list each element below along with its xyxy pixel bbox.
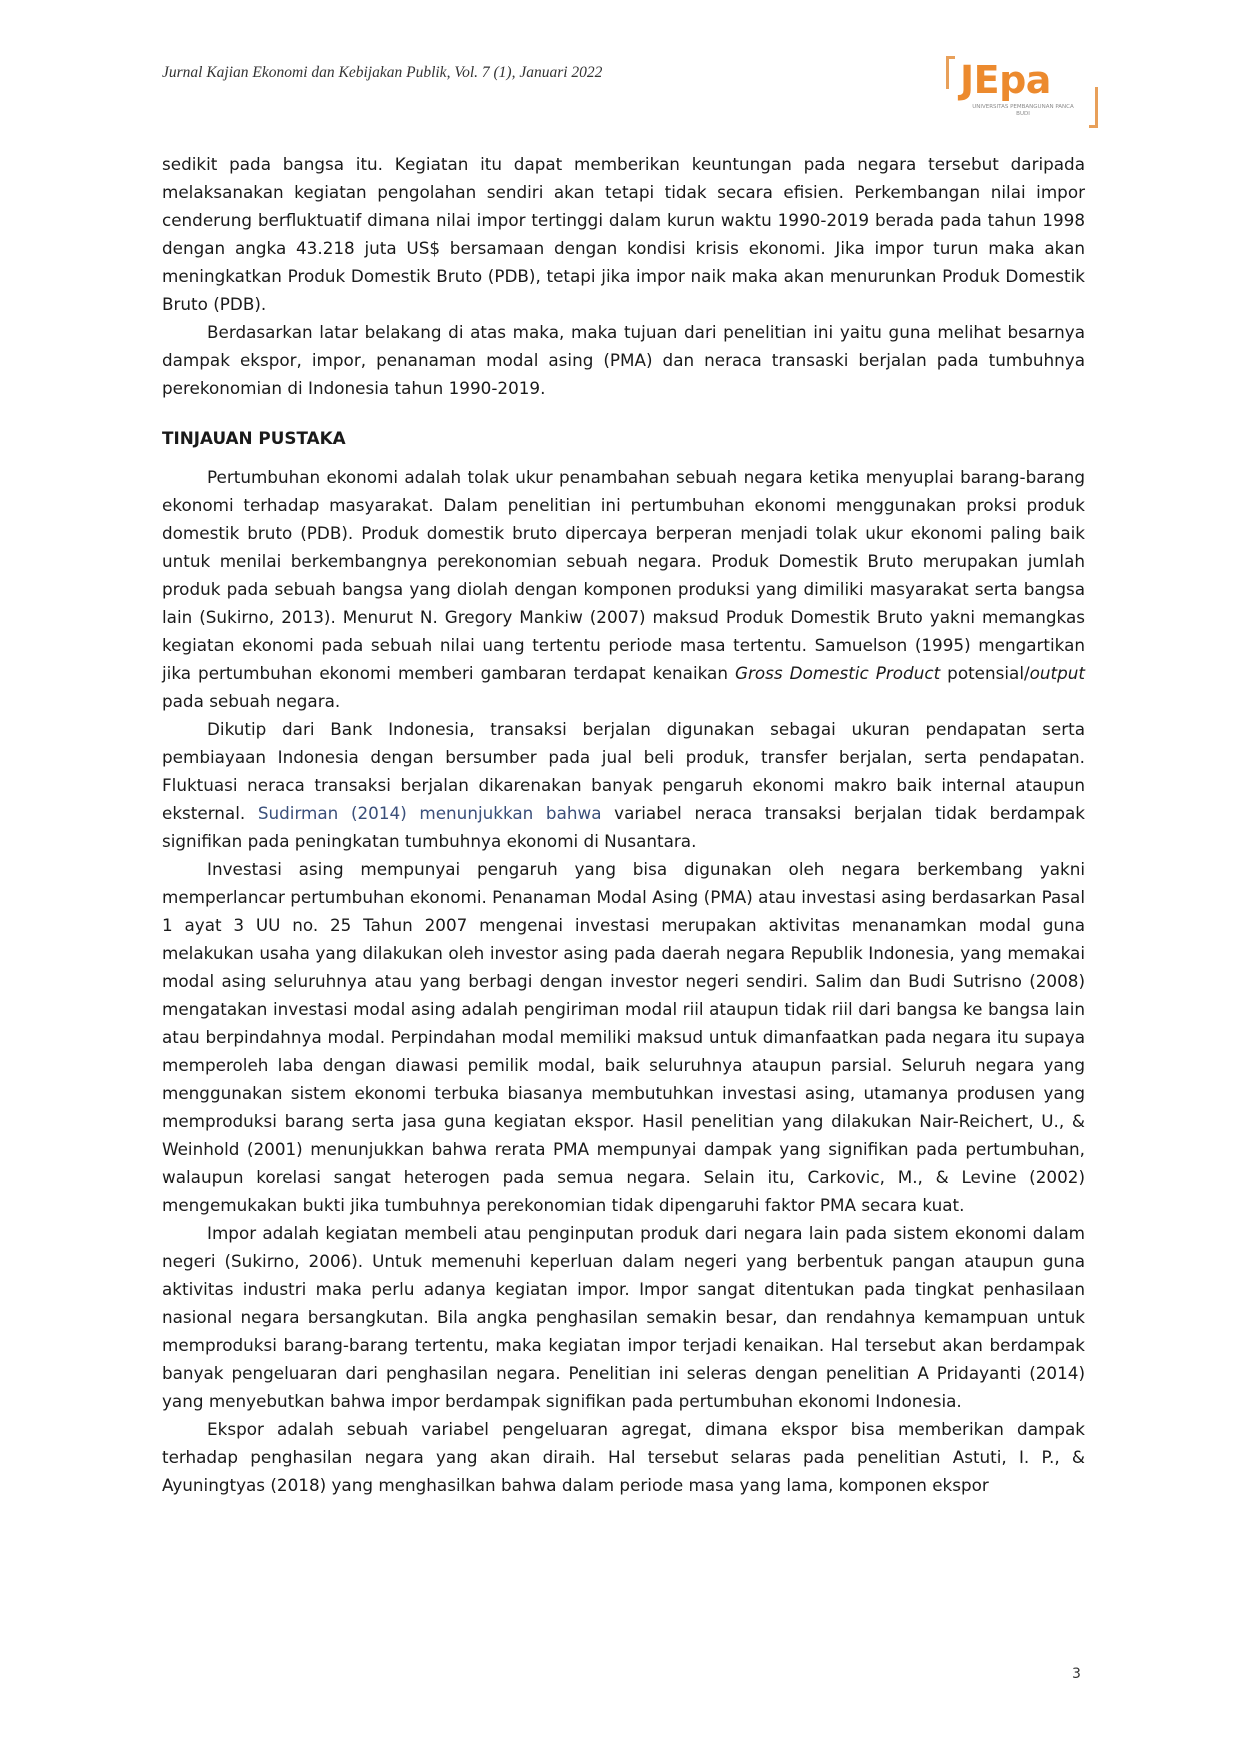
logo-bracket-left-icon	[946, 56, 955, 89]
body-text	[162, 150, 1085, 1499]
text-run: Dikutip dari Bank Indonesia, transaksi berjalan digunakan sebagai ukuran pendapatan serta pembiayaan Indonesia dengan bersumber pada jual beli produk, transfer berjalan, serta pendapatan. Fluktuasi neraca transaksi berjalan dikarenakan banyak pengaruh ekonomi makro baik internal ataupun eksternal.	[162, 719, 1085, 823]
section-heading: TINJAUAN PUSTAKA	[162, 428, 346, 448]
text-run: variabel neraca transaksi berjalan tidak berdampak signifikan pada peningkatan tumbuhnya ekonomi di Nusantara.	[162, 803, 1085, 851]
intro-paragraph-2: Berdasarkan latar belakang di atas maka, maka tujuan dari penelitian ini yaitu guna melihat besarnya dampak ekspor, impor, penanaman modal asing (PMA) dan neraca transaski berjalan pada tumbuhnya perekonomian di Indonesia tahun 1990-2019.	[162, 322, 1085, 398]
text-run: potensial/	[940, 663, 1030, 683]
logo-wordmark: JEpa	[960, 58, 1051, 102]
text-run: Pertumbuhan ekonomi adalah tolak ukur penambahan sebuah negara ketika menyuplai barang-barang ekonomi terhadap masyarakat. Dalam penelitian ini pertumbuhan ekonomi menggunakan proksi produk domestik bruto (PDB). Produk domestik bruto dipercaya berperan menjadi tolak ukur ekonomi paling baik untuk menilai berkembangnya perekonomian sebuah negara. Produk Domestik Bruto merupakan jumlah produk pada sebuah bangsa yang diolah dengan komponen produksi yang dimiliki masyarakat serta bangsa lain (Sukirno, 2013). Menurut N. Gregory Mankiw (2007) maksud Produk Domestik Bruto yakni memangkas kegiatan ekonomi pada sebuah nilai uang tertentu periode masa tertentu. Samuelson (1995) mengartikan jika pertumbuhan ekonomi memberi gambaran terdapat kenaikan	[162, 467, 1085, 683]
text-run: pada sebuah negara.	[162, 691, 341, 711]
page-number: 3	[1072, 1666, 1081, 1682]
italic-term: output	[1029, 663, 1085, 683]
paragraph-economic-growth	[162, 463, 1085, 715]
paragraph-current-account	[162, 715, 1085, 855]
paragraph-imports: Impor adalah kegiatan membeli atau penginputan produk dari negara lain pada sistem ekonomi dalam negeri (Sukirno, 2006). Untuk memenuhi keperluan dalam negeri yang berbentuk pangan ataupun guna aktivitas industri maka perlu adanya kegiatan impor. Impor sangat ditentukan pada tingkat penhasilaan nasional negara bersangkutan. Bila angka penghasilan semakin besar, dan rendahnya kemampuan untuk memproduksi barang-barang tertentu, maka kegiatan impor terjadi kenaikan. Hal tersebut akan berdampak banyak pengeluaran dari penghasilan negara. Penelitian ini seleras dengan penelitian A Pridayanti (2014) yang menyebutkan bahwa impor berdampak signifikan pada pertumbuhan ekonomi Indonesia.	[162, 1223, 1085, 1411]
intro-paragraph-1: sedikit pada bangsa itu. Kegiatan itu dapat memberikan keuntungan pada negara tersebut daripada melaksanakan kegiatan pengolahan sendiri akan tetapi tidak secara efisien. Perkembangan nilai impor cenderung berfluktuatif dimana nilai impor tertinggi dalam kurun waktu 1990-2019 berada pada tahun 1998 dengan angka 43.218 juta US$ bersamaan dengan kondisi krisis ekonomi. Jika impor turun maka akan meningkatkan Produk Domestik Bruto (PDB), tetapi jika impor naik maka akan menurunkan Produk Domestik Bruto (PDB).	[162, 154, 1085, 314]
journal-logo	[946, 56, 1098, 128]
paragraph-foreign-investment: Investasi asing mempunyai pengaruh yang bisa digunakan oleh negara berkembang yakni memperlancar pertumbuhan ekonomi. Penanaman Modal Asing (PMA) atau investasi asing berdasarkan Pasal 1 ayat 3 UU no. 25 Tahun 2007 mengenai investasi merupakan aktivitas menanamkan modal guna melakukan usaha yang dilakukan oleh investor asing pada daerah negara Republik Indonesia, yang memakai modal asing seluruhnya atau yang berbagi dengan investor negeri sendiri. Salim dan Budi Sutrisno (2008) mengatakan investasi modal asing adalah pengiriman modal riil ataupun tidak riil dari bangsa ke bangsa lain atau berpindahnya modal. Perpindahan modal memiliki maksud untuk dimanfaatkan pada negara itu supaya memperoleh laba dengan diawasi pemilik modal, baik seluruhnya ataupun parsial. Seluruh negara yang menggunakan sistem ekonomi terbuka biasanya membutuhkan investasi asing, utamanya produsen yang memproduksi barang serta jasa guna kegiatan ekspor. Hasil penelitian yang dilakukan Nair-Reichert, U., & Weinhold (2001) menunjukkan bahwa rerata PMA mempunyai dampak yang signifikan pada pertumbuhan, walaupun korelasi sangat heterogen pada semua negara. Selain itu, Carkovic, M., & Levine (2002) mengemukakan bukti jika tumbuhnya perekonomian tidak dipengaruhi faktor PMA secara kuat.	[162, 859, 1085, 1215]
logo-bracket-right-icon	[1089, 87, 1098, 128]
italic-term: Gross Domestic Product	[735, 663, 941, 683]
paragraph-exports: Ekspor adalah sebuah variabel pengeluaran agregat, dimana ekspor bisa memberikan dampak terhadap penghasilan negara yang akan diraih. Hal tersebut selaras pada penelitian Astuti, I. P., & Ayuningtyas (2018) yang menghasilkan bahwa dalam periode masa yang lama, komponen ekspor	[162, 1419, 1085, 1495]
running-head: Jurnal Kajian Ekonomi dan Kebijakan Publik, Vol. 7 (1), Januari 2022	[162, 64, 603, 81]
logo-subtext: UNIVERSITAS PEMBANGUNAN PANCA BUDI	[972, 104, 1074, 117]
citation-link[interactable]: Sudirman (2014) menunjukkan bahwa	[257, 803, 602, 823]
